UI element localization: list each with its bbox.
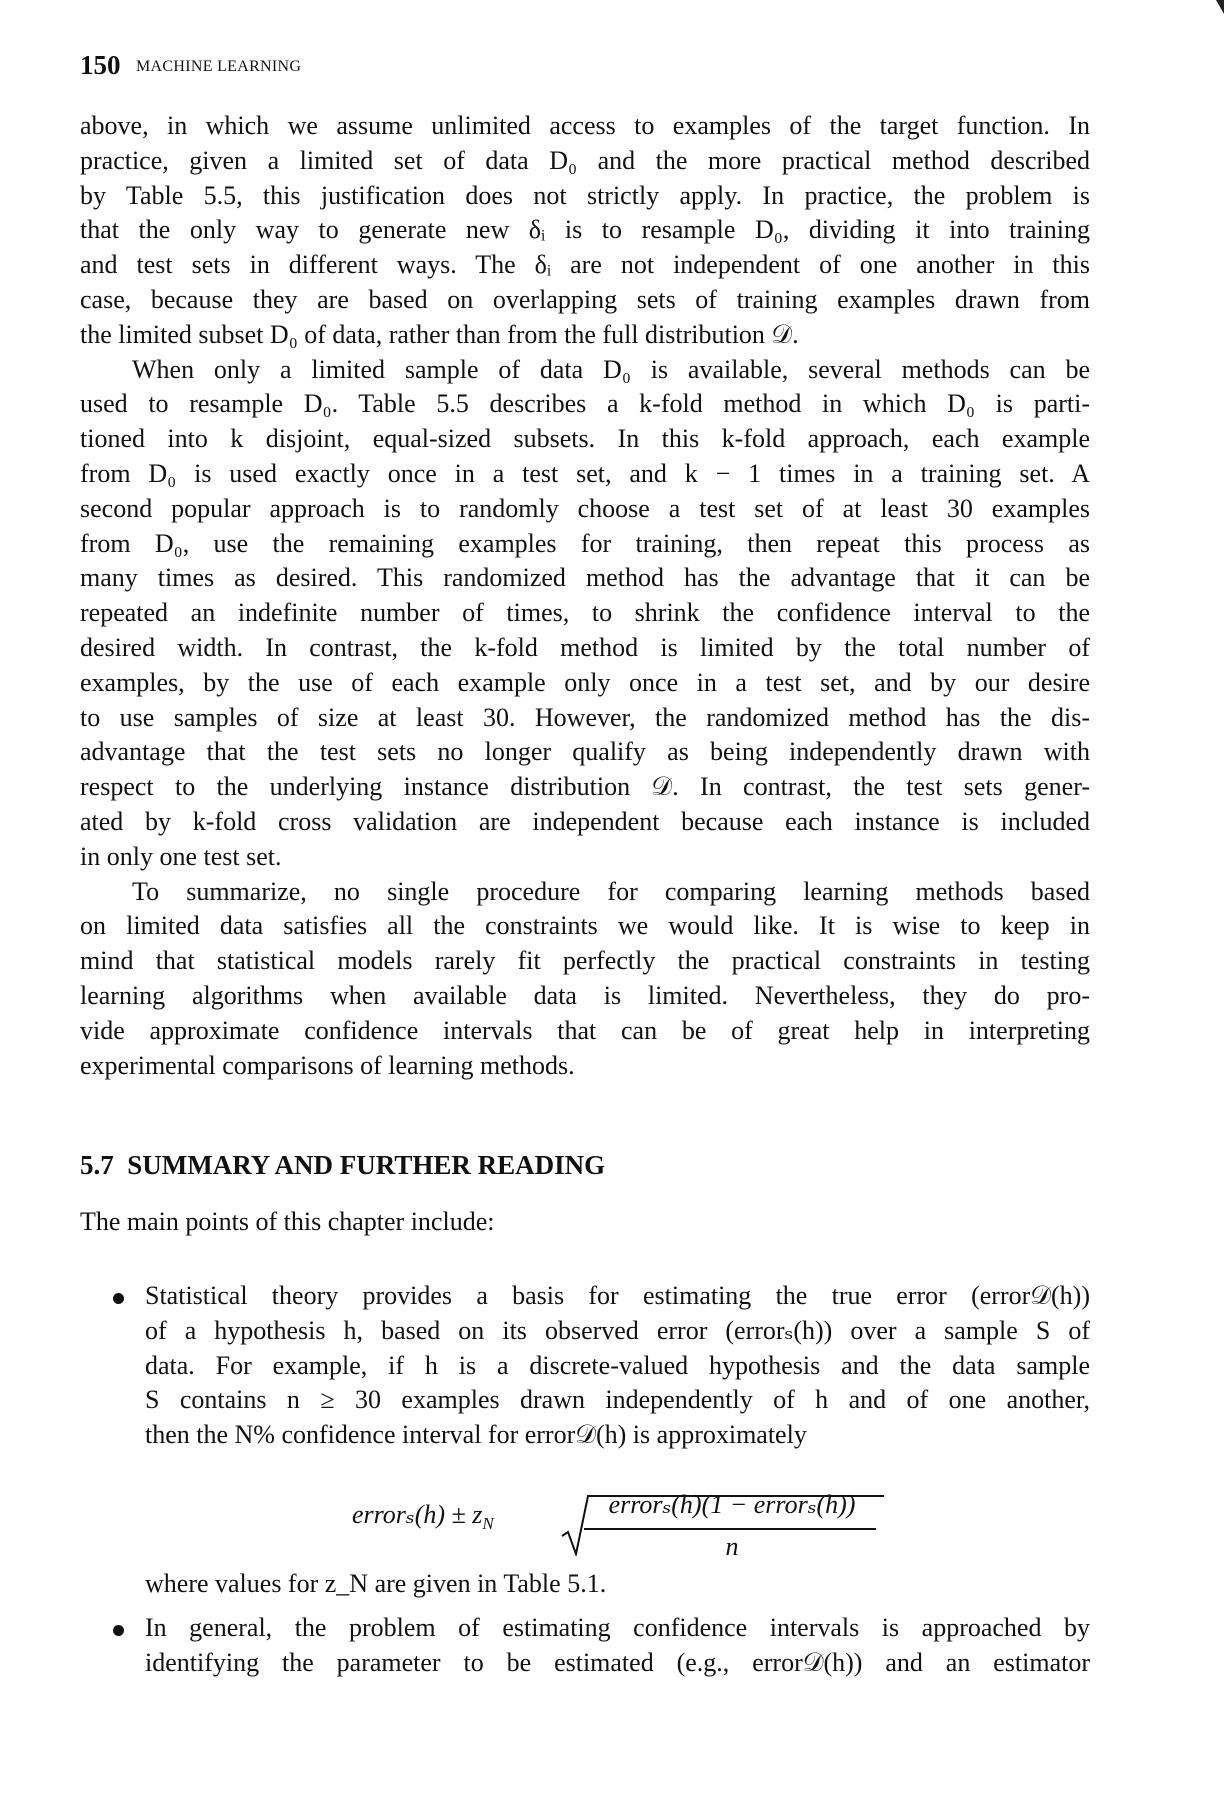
bullet-text-line: data. For example, if h is a discrete-valued hypothesis and the data sample (145, 1350, 1090, 1380)
text-line: many times as desired. This randomized method has the advantage that it can be (80, 563, 1090, 593)
bullet-text-line: In general, the problem of estimating confidence intervals is approached by (145, 1613, 1090, 1642)
text-line: experimental comparisons of learning methods. (80, 1050, 575, 1080)
text-line: in only one test set. (80, 841, 282, 871)
text-line: respect to the underlying instance distribution 𝒟. In contrast, the test sets gener- (80, 772, 1090, 802)
page-number: 150 (80, 50, 121, 80)
section-title: SUMMARY AND FURTHER READING (127, 1150, 606, 1180)
text-line: above, in which we assume unlimited access to examples of the target function. In (80, 111, 1090, 140)
section-number: 5.7 (80, 1150, 114, 1180)
bullet-text-line: then the N% confidence interval for error𝒟(h) is approximately (145, 1420, 807, 1450)
fraction-line (584, 1528, 876, 1530)
text-line: by Table 5.5, this justification does not strictly apply. In practice, the problem is (80, 180, 1090, 210)
formula-denominator: n (725, 1532, 739, 1561)
text-line: learning algorithms when available data is limited. Nevertheless, they do pro- (80, 981, 1090, 1010)
text-line: desired width. In contrast, the k-fold method is limited by the total number of (80, 633, 1090, 662)
bullet-text-line: Statistical theory provides a basis for estimating the true error (error𝒟(h)) (145, 1281, 1090, 1310)
text-line: mind that statistical models rarely fit perfectly the practical constraints in testing (80, 946, 1090, 976)
bullet-text-line: S contains n ≥ 30 examples drawn independently of h and of one another, (145, 1385, 1090, 1415)
text-line: vide approximate confidence intervals that can be of great help in interpreting (80, 1015, 1090, 1045)
text-line: When only a limited sample of data D₀ is available, several methods can be (132, 354, 1090, 384)
text-line: examples, by the use of each example only once in a test set, and by our desire (80, 667, 1090, 697)
text-line: and test sets in different ways. The δᵢ are not independent of one another in this (80, 250, 1090, 280)
text-line: tioned into k disjoint, equal-sized subsets. In this k-fold approach, each example (80, 424, 1090, 454)
text-line: practice, given a limited set of data D₀ and the more practical method described (80, 145, 1090, 175)
intro-text: The main points of this chapter include: (80, 1207, 495, 1236)
bullet-text-line: identifying the parameter to be estimated (e.g., error𝒟(h)) and an estimator (145, 1647, 1090, 1677)
text-line: ated by k-fold cross validation are independent because each instance is included (80, 807, 1090, 836)
bullet-icon (113, 1625, 124, 1636)
page-corner-mark (1216, 0, 1224, 14)
text-line: repeated an indefinite number of times, to shrink the confidence interval to the (80, 598, 1090, 628)
formula-numerator: errorₛ(h)(1 − errorₛ(h)) (608, 1490, 856, 1519)
text-line: to use samples of size at least 30. However, the randomized method has the dis- (80, 702, 1090, 732)
text-line: advantage that the test sets no longer qualify as being independently drawn with (80, 737, 1090, 767)
text-line: second popular approach is to randomly choose a test set of at least 30 examples (80, 493, 1090, 523)
running-title: MACHINE LEARNING (136, 58, 302, 75)
bullet-text-line: of a hypothesis h, based on its observed error (errorₛ(h)) over a sample S of (145, 1315, 1090, 1345)
text-line: from D₀, use the remaining examples for training, then repeat this process as (80, 528, 1090, 558)
formula-lhs: errorₛ(h) ± $z_N$ (352, 1500, 494, 1534)
formula-note: where values for z_N are given in Table 5.1. (145, 1569, 607, 1598)
text-line: that the only way to generate new δᵢ is to resample D₀, dividing it into training (80, 215, 1090, 245)
text-line: To summarize, no single procedure for comparing learning methods based (132, 876, 1090, 906)
bullet-icon (113, 1293, 124, 1304)
text-line: case, because they are based on overlapping sets of training examples drawn from (80, 285, 1090, 314)
text-line: used to resample D₀. Table 5.5 describes a k-fold method in which D₀ is parti- (80, 389, 1090, 419)
text-line: the limited subset D₀ of data, rather than from the full distribution 𝒟. (80, 319, 799, 349)
section-heading (80, 1150, 605, 1181)
text-line: from D₀ is used exactly once in a test set, and k − 1 times in a training set. A (80, 459, 1090, 488)
text-line: on limited data satisfies all the constraints we would like. It is wise to keep in (80, 911, 1090, 941)
